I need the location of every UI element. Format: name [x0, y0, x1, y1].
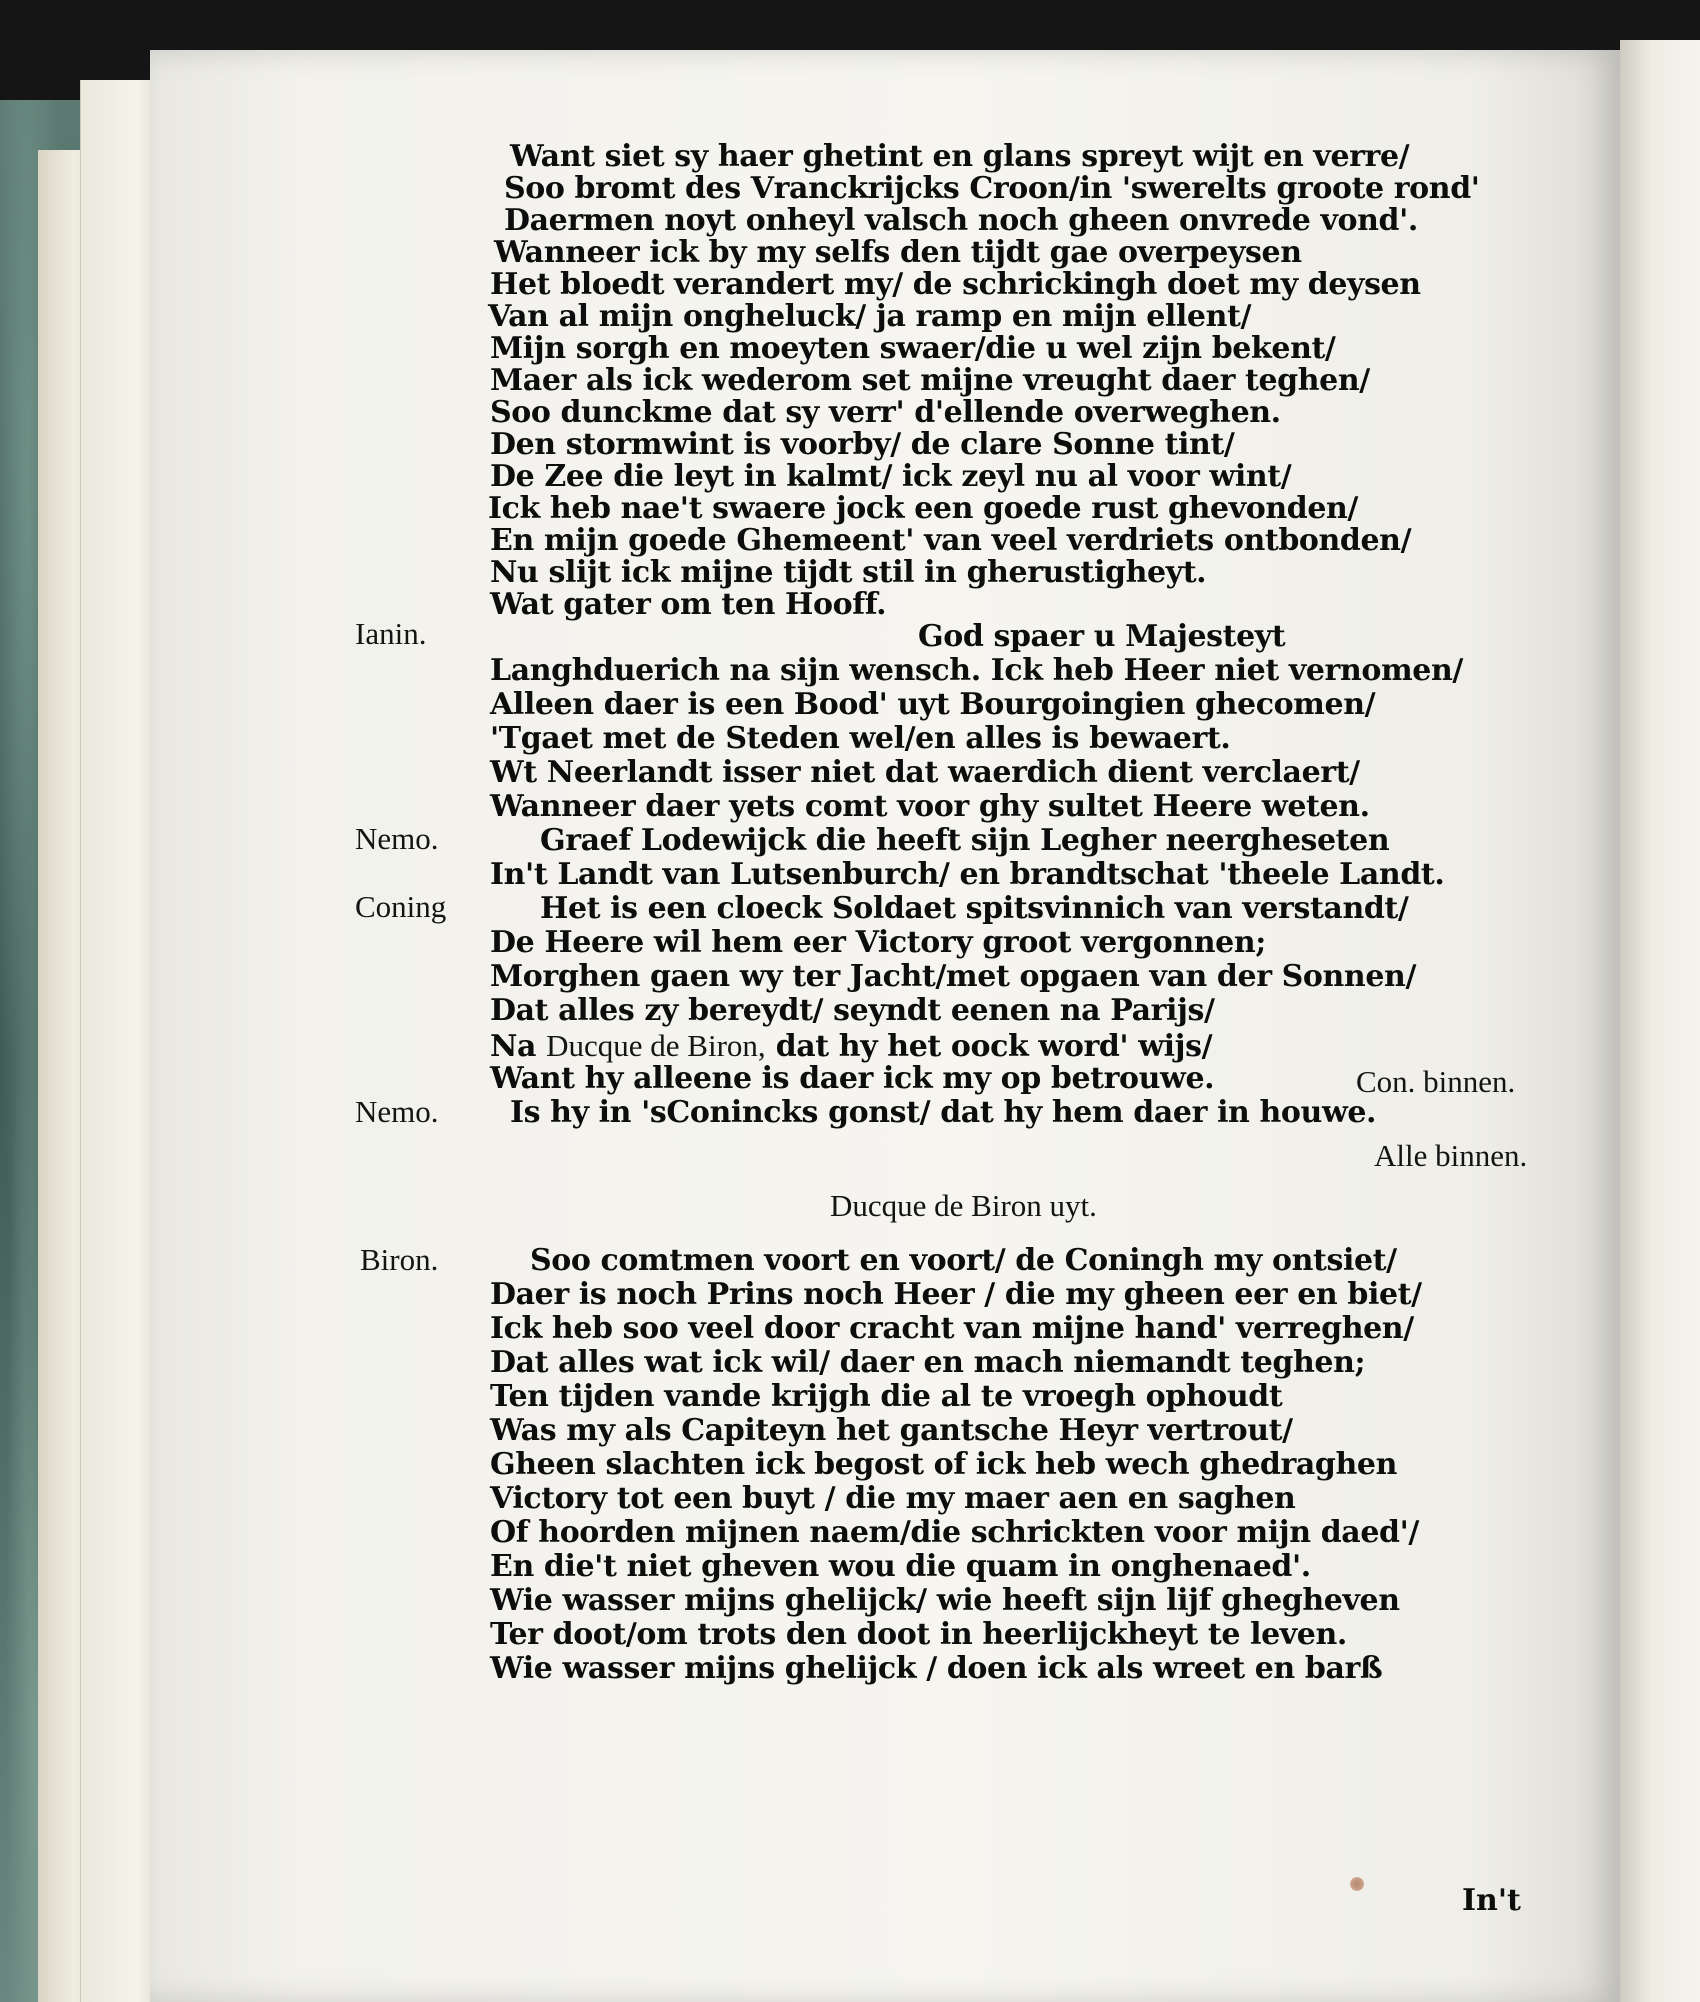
verse-line: In't Landt van Lutsenburch/ en brandtschat 'theele Landt. — [490, 857, 1445, 892]
verse-line: Soo dunckme dat sy verr' d'ellende overweghen. — [490, 395, 1281, 430]
foxing-stain — [1350, 1877, 1364, 1891]
verse-line: De Zee die leyt in kalmt/ ick zeyl nu al voor wint/ — [490, 459, 1292, 494]
speaker-label: Nemo. — [355, 821, 439, 856]
verse-line: Dat alles zy bereydt/ seyndt eenen na Parijs/ — [490, 993, 1215, 1028]
verse-line: Soo bromt des Vranckrijcks Croon/in 'swerelts groote rond' — [504, 171, 1480, 206]
catchword: In't — [1462, 1883, 1521, 1918]
verse-word: dat hy het oock word' wijs/ — [775, 1029, 1213, 1064]
verse-line: En die't niet gheven wou die quam in onghenaed'. — [490, 1549, 1311, 1584]
speaker-label: Biron. — [360, 1242, 439, 1277]
verse-line: Ick heb nae't swaere jock een goede rust ghevonden/ — [488, 491, 1358, 526]
verse-line: Of hoorden mijnen naem/die schrickten voor mijn daed'/ — [490, 1515, 1419, 1550]
facing-page — [1620, 40, 1700, 2002]
verse-line: Wie wasser mijns ghelijck/ wie heeft sijn lijf ghegheven — [490, 1583, 1400, 1618]
verse-line: Dat alles wat ick wil/ daer en mach niemandt teghen; — [490, 1345, 1366, 1380]
character-name: Ducque de Biron, — [546, 1028, 766, 1063]
verse-line: Victory tot een buyt / die my maer aen en saghen — [490, 1481, 1296, 1516]
verse-line: Wat gater om ten Hooff. — [490, 587, 887, 622]
verse-line: Ten tijden vande krijgh die al te vroegh ophoudt — [490, 1379, 1283, 1414]
verse-line: Mijn sorgh en moeyten swaer/die u wel zijn bekent/ — [490, 331, 1336, 366]
verse-line: En mijn goede Ghemeent' van veel verdriets ontbonden/ — [490, 523, 1412, 558]
speaker-label: Nemo. — [355, 1094, 439, 1129]
verse-line — [490, 1030, 1212, 1062]
verse-line: Gheen slachten ick begost of ick heb wech ghedraghen — [490, 1447, 1397, 1482]
verse-line: Den stormwint is voorby/ de clare Sonne tint/ — [490, 427, 1235, 462]
verse-line: Want hy alleene is daer ick my op betrouwe. — [490, 1061, 1215, 1096]
verse-word: Na — [490, 1029, 537, 1064]
verse-line: De Heere wil hem eer Victory groot vergonnen; — [490, 925, 1266, 960]
verse-line: Was my als Capiteyn het gantsche Heyr vertrout/ — [490, 1413, 1293, 1448]
stage-direction: Alle binnen. — [1374, 1138, 1528, 1173]
verse-line: Ter doot/om trots den doot in heerlijckheyt te leven. — [490, 1617, 1347, 1652]
speaker-label: Coning — [355, 889, 447, 924]
verse-line: Maer als ick wederom set mijne vreught daer teghen/ — [490, 363, 1370, 398]
verse-line: Langhduerich na sijn wensch. Ick heb Heer niet vernomen/ — [490, 653, 1463, 688]
verse-line: Alleen daer is een Bood' uyt Bourgoingien ghecomen/ — [490, 687, 1376, 722]
verse-line: Nu slijt ick mijne tijdt stil in gherustigheyt. — [490, 555, 1207, 590]
verse-line: Van al mijn ongheluck/ ja ramp en mijn ellent/ — [488, 299, 1252, 334]
verse-line: Ick heb soo veel door cracht van mijne hand' verreghen/ — [490, 1311, 1414, 1346]
stage-direction: Ducque de Biron uyt. — [830, 1188, 1097, 1223]
verse-line: Wt Neerlandt isser niet dat waerdich dient verclaert/ — [490, 755, 1360, 790]
verse-line: Is hy in 'sConincks gonst/ dat hy hem daer in houwe. — [510, 1095, 1377, 1130]
verse-line: Het bloedt verandert my/ de schrickingh doet my deysen — [490, 267, 1421, 302]
stage-direction: Con. binnen. — [1356, 1064, 1516, 1099]
verse-line: Daermen noyt onheyl valsch noch gheen onvrede vond'. — [504, 203, 1418, 238]
verse-line: 'Tgaet met de Steden wel/en alles is bewaert. — [490, 721, 1231, 756]
book-page — [150, 50, 1620, 2002]
verse-line: Soo comtmen voort en voort/ de Coningh my ontsiet/ — [530, 1243, 1397, 1278]
verse-line: Daer is noch Prins noch Heer / die my gheen eer en biet/ — [490, 1277, 1422, 1312]
verse-line: Want siet sy haer ghetint en glans spreyt wijt en verre/ — [510, 139, 1410, 174]
verse-line: Graef Lodewijck die heeft sijn Legher neergheseten — [540, 823, 1390, 858]
verse-line: Morghen gaen wy ter Jacht/met opgaen van der Sonnen/ — [490, 959, 1417, 994]
verse-line: Wie wasser mijns ghelijck / doen ick als wreet en barß — [490, 1651, 1383, 1686]
speaker-label: Ianin. — [355, 616, 427, 651]
verse-line: God spaer u Majesteyt — [918, 619, 1286, 654]
verse-line: Het is een cloeck Soldaet spitsvinnich van verstandt/ — [540, 891, 1409, 926]
verse-line: Wanneer daer yets comt voor ghy sultet Heere weten. — [490, 789, 1370, 824]
verse-line: Wanneer ick by my selfs den tijdt gae overpeysen — [494, 235, 1302, 270]
flyleaf — [80, 80, 161, 2002]
